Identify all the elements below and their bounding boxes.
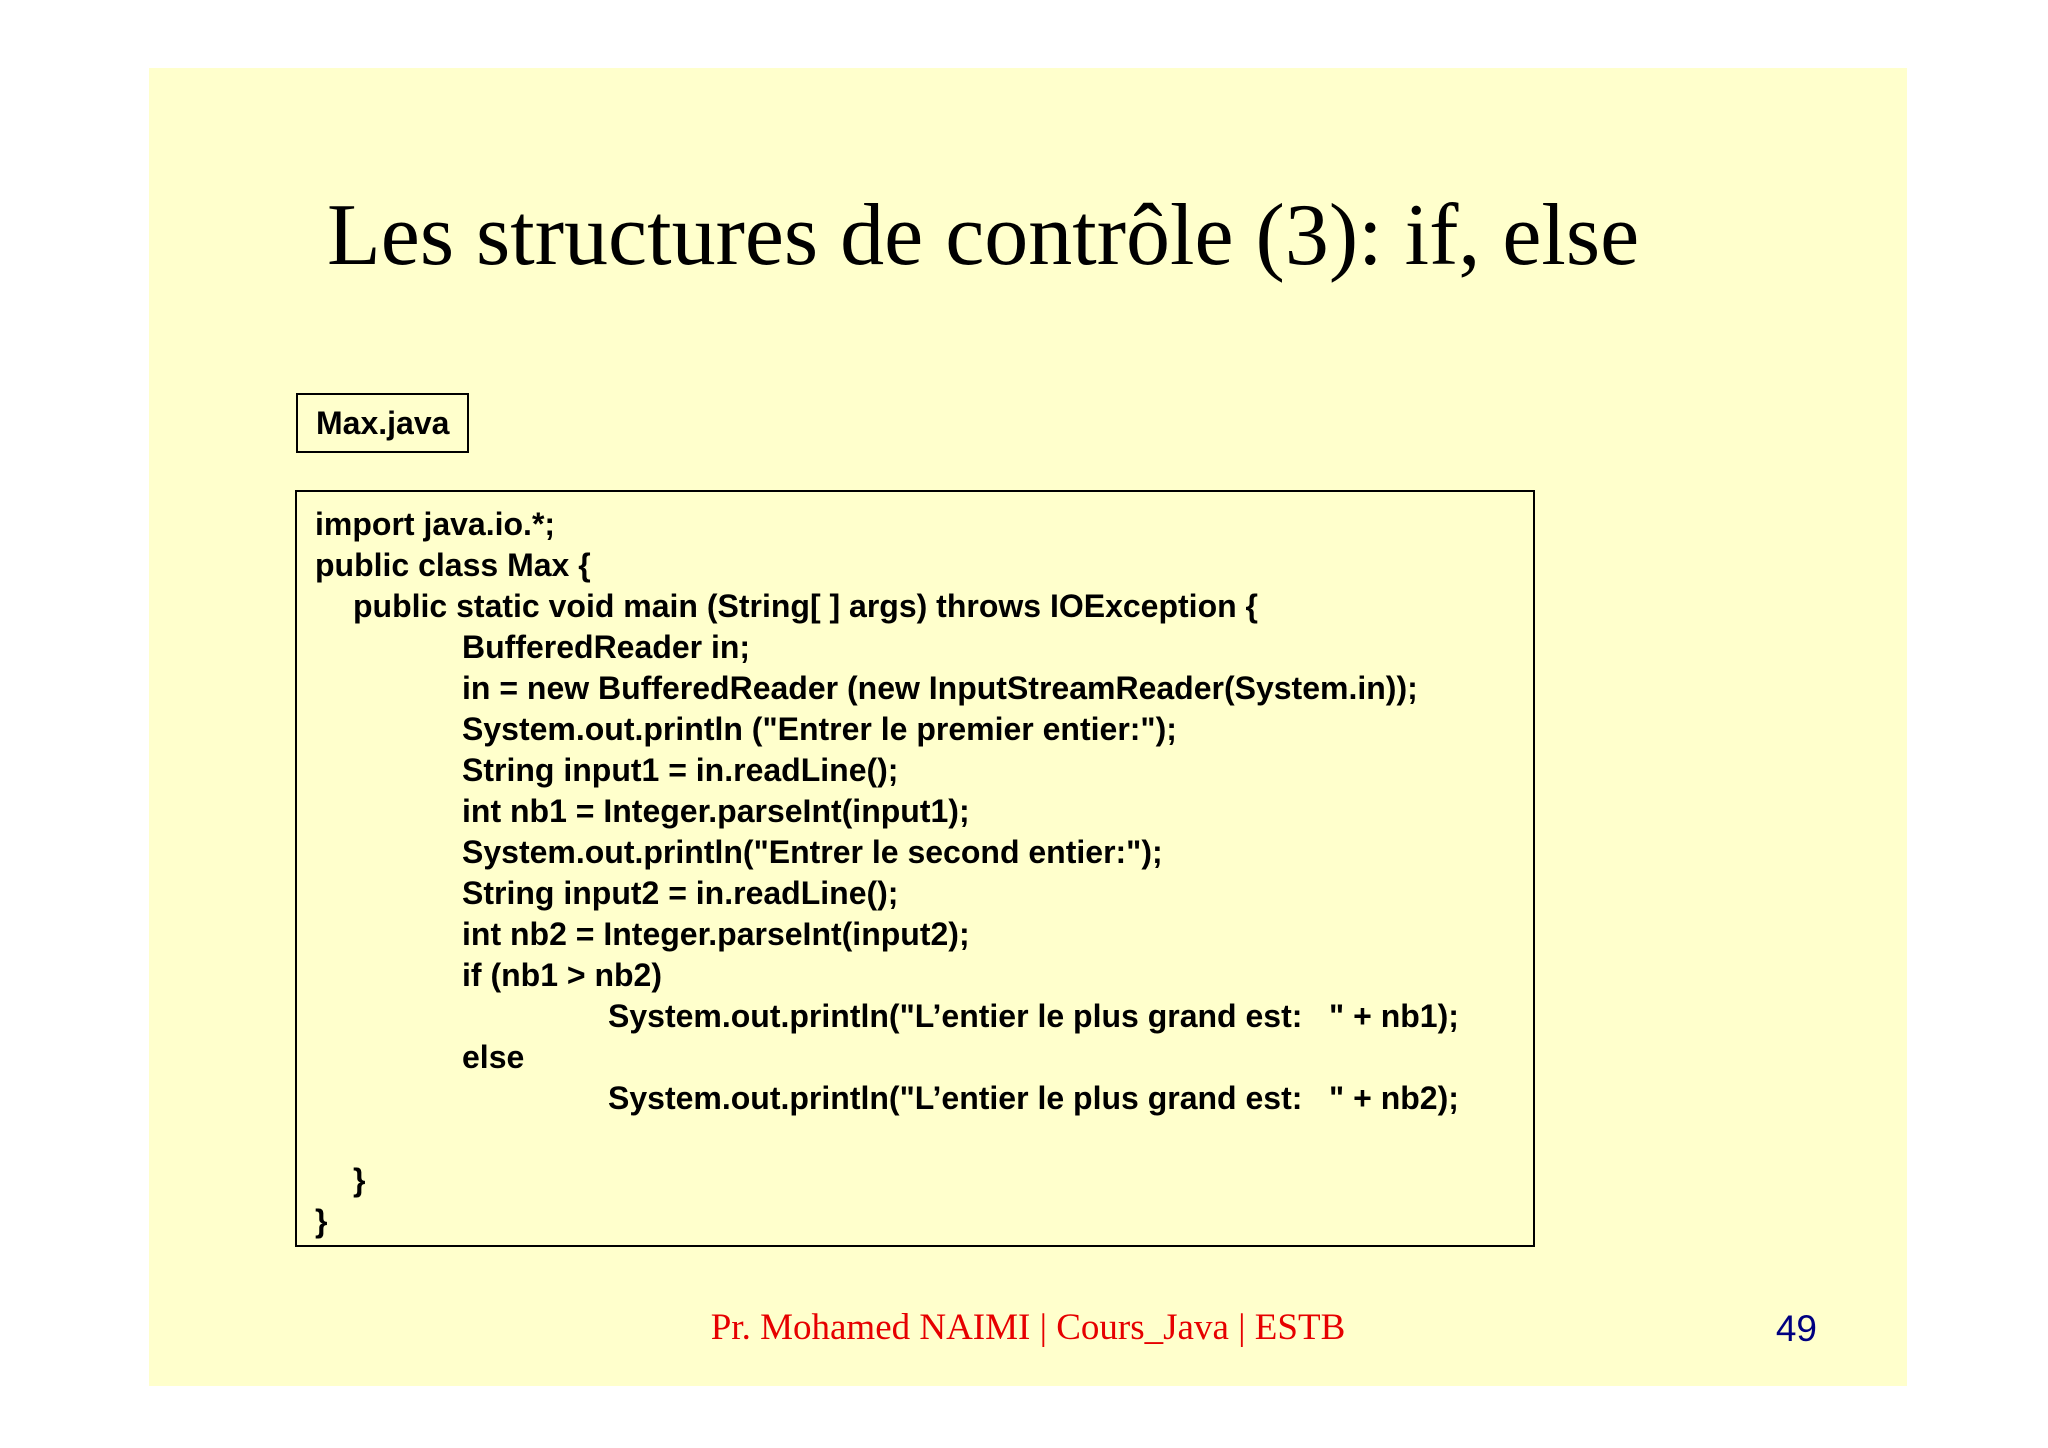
code-line: BufferedReader in; <box>462 629 751 665</box>
code-line: in = new BufferedReader (new InputStreamReader(System.in)); <box>462 670 1418 706</box>
code-line: } <box>315 1203 328 1239</box>
page-number: 49 <box>1775 1308 1817 1349</box>
code-line: import java.io.*; <box>315 506 556 542</box>
code-line: int nb2 = Integer.parseInt(input2); <box>462 916 970 952</box>
code-line: System.out.println("Entrer le second entier:"); <box>462 834 1163 870</box>
code-line: else <box>462 1039 525 1075</box>
code-line: if (nb1 > nb2) <box>462 957 662 993</box>
code-line: System.out.println("L’entier le plus grand est: " + nb2); <box>608 1080 1459 1116</box>
slide-footer: Pr. Mohamed NAIMI | Cours_Java | ESTB <box>710 1307 1346 1348</box>
code-line: public class Max { <box>315 547 591 583</box>
code-listing <box>295 490 1535 1247</box>
code-line: System.out.println("L’entier le plus grand est: " + nb1); <box>608 998 1459 1034</box>
code-line: int nb1 = Integer.parseInt(input1); <box>462 793 970 829</box>
file-name-label: Max.java <box>296 393 469 453</box>
slide-title: Les structures de contrôle (3): if, else <box>327 187 1640 284</box>
code-line: } <box>353 1162 366 1198</box>
code-line: String input1 = in.readLine(); <box>462 752 899 788</box>
slide <box>149 68 1907 1386</box>
code-line: System.out.println ("Entrer le premier entier:"); <box>462 711 1177 747</box>
code-line: public static void main (String[ ] args) throws IOException { <box>353 588 1258 624</box>
code-line-blank <box>315 1119 1515 1160</box>
code-line: String input2 = in.readLine(); <box>462 875 899 911</box>
